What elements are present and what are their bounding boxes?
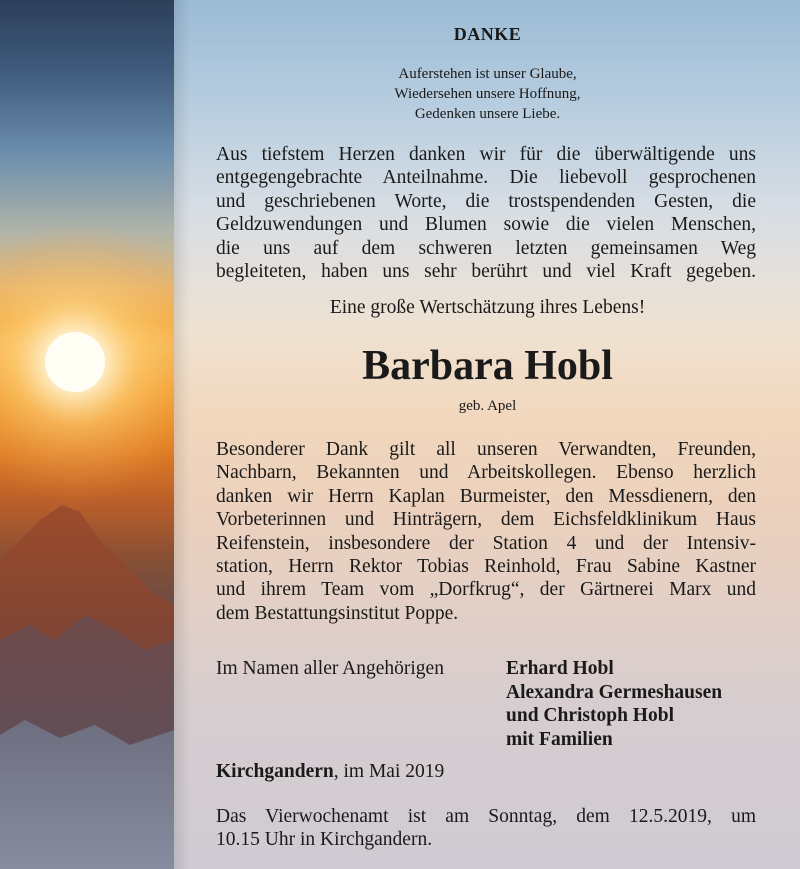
thanks-paragraph: [216, 438, 756, 625]
signatory-line: Alexandra Germeshausen: [506, 681, 723, 703]
paragraph-line: Reifenstein, insbesondere der Station 4 und der Intensiv-: [216, 532, 756, 554]
date-text: , im Mai 2019: [333, 761, 445, 782]
verse-line: Wiedersehen unsere Hoffnung,: [394, 86, 581, 102]
sunset-illustration: [0, 0, 174, 869]
verse-line: Auferstehen ist unser Glaube,: [398, 66, 577, 82]
paragraph-line: die uns auf dem schweren letzten gemeinsamen Weg: [216, 237, 756, 259]
paragraph-line: Vorbeterinnen und Hinträgern, dem Eichsfeldklinikum Haus: [216, 509, 756, 531]
signatory-line: und Christoph Hobl: [506, 705, 674, 726]
paragraph-line: 10.15 Uhr in Kirchgandern.: [216, 829, 433, 851]
paragraph-line: Das Vierwochenamt ist am Sonntag, dem 12.5.2019, um: [216, 806, 756, 827]
birth-name: geb. Apel: [458, 398, 517, 414]
deceased-name: Barbara Hobl: [362, 343, 613, 389]
paragraph-line: Aus tiefstem Herzen danken wir für die überwältigende uns: [216, 144, 756, 165]
signoff-label: Im Namen aller Angehörigen: [216, 658, 444, 679]
memorial-verse: [200, 64, 775, 124]
paragraph-line: und geschriebenen Worte, die trostspendenden Gesten, die: [216, 190, 756, 212]
paragraph-line: station, Herrn Rektor Tobias Reinhold, Frau Sabine Kastner: [216, 556, 756, 578]
paragraph-line: Nachbarn, Bekannten und Arbeitskollegen. Ebenso herzlich: [216, 462, 756, 484]
intro-paragraph: [216, 143, 756, 283]
divider-shadow: [174, 0, 190, 869]
notice-heading: DANKE: [453, 24, 522, 44]
appreciation-line: Eine große Wertschätzung ihres Lebens!: [329, 297, 646, 318]
paragraph-line: begleiteten, haben uns sehr berührt und viel Kraft gegeben.: [216, 261, 756, 283]
service-paragraph: [216, 805, 756, 852]
signatory-line: Erhard Hobl: [506, 658, 614, 679]
place-name: Kirchgandern: [216, 761, 334, 782]
paragraph-line: Geldzuwendungen und Blumen sowie die vielen Menschen,: [216, 214, 756, 236]
mountain-ridge-far: [0, 720, 174, 869]
signatory-line: mit Familien: [506, 728, 613, 750]
sun: [45, 332, 105, 392]
paragraph-line: entgegengebrachte Anteilnahme. Die liebevoll gesprochenen: [216, 167, 756, 189]
verse-line: Gedenken unsere Liebe.: [414, 106, 561, 122]
paragraph-line: Besonderer Dank gilt all unseren Verwandten, Freunden,: [216, 439, 756, 460]
paragraph-line: dem Bestattungsinstitut Poppe.: [216, 602, 459, 624]
paragraph-line: danken wir Herrn Kaplan Burmeister, den Messdienern, den: [216, 485, 756, 507]
place-and-date: [216, 760, 444, 784]
paragraph-line: und ihrem Team vom „Dorfkrug“, der Gärtnerei Marx und: [216, 579, 756, 601]
signatories: [506, 657, 722, 751]
sunset-mountain-image: [0, 0, 174, 869]
